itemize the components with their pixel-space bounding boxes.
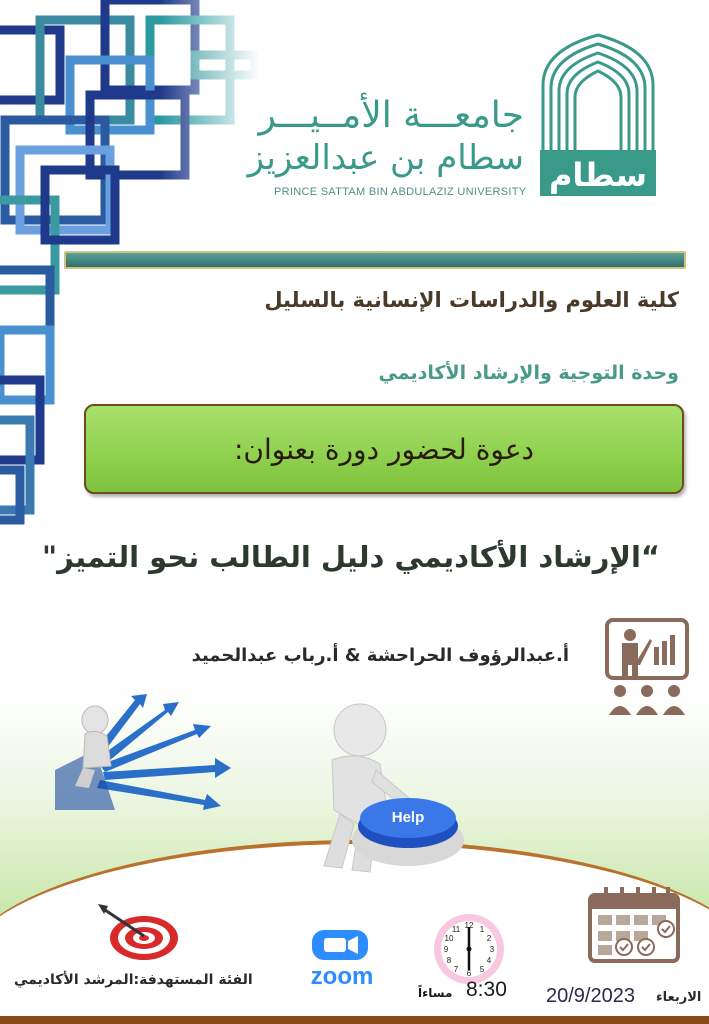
svg-text:6: 6 <box>466 969 472 978</box>
presenters: أ.عبدالرؤوف الحراحشة & أ.رباب عبدالحميد <box>191 645 569 666</box>
zoom-label: zoom <box>310 963 374 988</box>
time-period: مساءاً <box>418 986 453 1000</box>
svg-text:1: 1 <box>479 925 485 934</box>
target-audience: الفئة المستهدفة:المرشد الأكاديمي <box>14 972 253 988</box>
course-title: “الإرشاد الأكاديمي دليل الطالب نحو التميز" <box>41 540 660 574</box>
svg-text:2: 2 <box>486 934 492 943</box>
zoom-icon <box>280 928 405 988</box>
svg-text:سطام: سطام <box>548 156 648 194</box>
clock-icon <box>432 912 506 986</box>
calendar-icon <box>586 885 682 965</box>
svg-text:8: 8 <box>446 956 452 965</box>
svg-text:3: 3 <box>489 945 495 954</box>
university-name-en: PRINCE SATTAM BIN ABDULAZIZ UNIVERSITY <box>274 186 527 198</box>
event-day: الاربعاء <box>656 990 702 1005</box>
invitation-banner <box>84 404 684 494</box>
svg-text:10: 10 <box>444 934 454 943</box>
svg-text:4: 4 <box>486 956 492 965</box>
help-button-figure-icon <box>288 700 468 880</box>
help-button-label: Help <box>391 809 425 826</box>
event-time: 8:30 <box>466 978 507 1001</box>
svg-text:11: 11 <box>451 925 461 934</box>
university-name-ar-line1: جامعـــة الأمــيـــر <box>258 95 524 136</box>
university-logo-icon <box>538 30 658 200</box>
invitation-text: دعوة لحضور دورة بعنوان: <box>233 432 535 466</box>
svg-text:12: 12 <box>464 921 474 930</box>
confused-figure-arrows-icon <box>55 690 245 810</box>
header-divider <box>64 251 686 269</box>
svg-text:9: 9 <box>443 945 449 954</box>
university-name-ar-line2: سطام بن عبدالعزيز <box>247 138 524 178</box>
unit-name: وحدة التوجية والإرشاد الأكاديمي <box>378 362 679 384</box>
svg-text:7: 7 <box>453 965 459 974</box>
target-icon <box>96 902 182 962</box>
bottom-border <box>0 1016 709 1024</box>
svg-text:5: 5 <box>479 965 485 974</box>
event-date: 20/9/2023 <box>546 985 635 1007</box>
college-name: كلية العلوم والدراسات الإنسانية بالسليل <box>264 288 679 312</box>
presenter-icon <box>604 617 690 717</box>
